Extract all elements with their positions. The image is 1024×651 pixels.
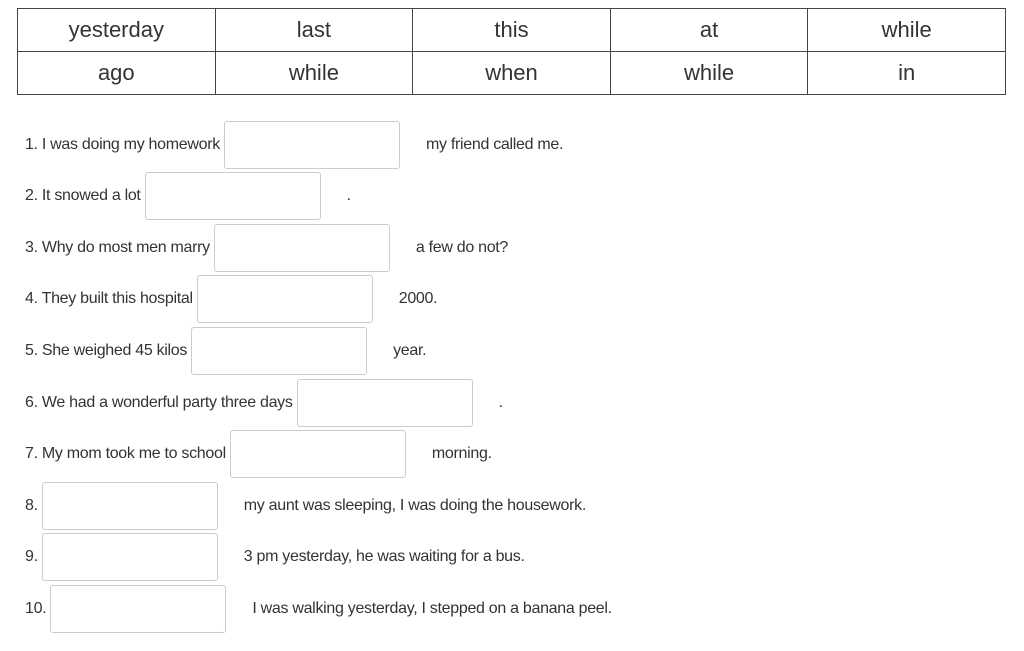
- question-4-after-text: 2000.: [398, 290, 438, 307]
- word-bank-cell: while: [808, 9, 1006, 52]
- question-10-after-text: I was walking yesterday, I stepped on a banana peel.: [252, 600, 612, 617]
- question-7: [25, 429, 492, 479]
- answer-blank-7[interactable]: [230, 430, 406, 478]
- answer-blank-9[interactable]: [42, 533, 218, 581]
- answer-blank-8[interactable]: [42, 482, 218, 530]
- question-2: [25, 171, 351, 221]
- question-2-text: 2. It snowed a lot: [25, 187, 141, 204]
- question-8: [25, 481, 586, 531]
- question-9-number: 9.: [25, 548, 38, 565]
- question-1: [25, 120, 563, 170]
- answer-blank-6[interactable]: [297, 379, 473, 427]
- question-4: [25, 274, 437, 324]
- question-3: [25, 223, 508, 273]
- word-bank-cell: while: [215, 52, 413, 95]
- word-bank-cell: ago: [18, 52, 216, 95]
- question-5-after-text: year.: [393, 342, 427, 359]
- word-bank-cell: yesterday: [18, 9, 216, 52]
- word-bank-row: [18, 52, 1006, 95]
- answer-blank-1[interactable]: [224, 121, 400, 169]
- answer-blank-4[interactable]: [197, 275, 373, 323]
- answer-blank-10[interactable]: [50, 585, 226, 633]
- word-bank-table: [17, 8, 1006, 95]
- question-3-after-text: a few do not?: [415, 239, 509, 256]
- question-1-text: 1. I was doing my homework: [25, 136, 220, 153]
- question-8-number: 8.: [25, 497, 38, 514]
- question-9-after-text: 3 pm yesterday, he was waiting for a bus.: [243, 548, 525, 565]
- word-bank-cell: in: [808, 52, 1006, 95]
- question-5-text: 5. She weighed 45 kilos: [25, 342, 188, 359]
- question-10-number: 10.: [25, 600, 47, 617]
- word-bank-row: [18, 9, 1006, 52]
- question-8-after-text: my aunt was sleeping, I was doing the housework.: [243, 497, 586, 514]
- question-10: [25, 584, 612, 634]
- answer-blank-3[interactable]: [214, 224, 390, 272]
- question-4-text: 4. They built this hospital: [25, 290, 193, 307]
- question-6-text: 6. We had a wonderful party three days: [25, 394, 293, 411]
- word-bank-cell: last: [215, 9, 413, 52]
- question-2-after-text: .: [346, 187, 351, 204]
- question-1-after-text: my friend called me.: [425, 136, 564, 153]
- question-6-after-text: .: [498, 394, 503, 411]
- answer-blank-2[interactable]: [145, 172, 321, 220]
- word-bank-cell: when: [413, 52, 611, 95]
- word-bank-cell: this: [413, 9, 611, 52]
- question-3-text: 3. Why do most men marry: [25, 239, 210, 256]
- word-bank-cell: at: [610, 9, 808, 52]
- question-6: [25, 378, 503, 428]
- word-bank-cell: while: [610, 52, 808, 95]
- question-7-after-text: morning.: [431, 445, 492, 462]
- answer-blank-5[interactable]: [191, 327, 367, 375]
- question-5: [25, 326, 426, 376]
- question-7-text: 7. My mom took me to school: [25, 445, 226, 462]
- question-9: [25, 532, 525, 582]
